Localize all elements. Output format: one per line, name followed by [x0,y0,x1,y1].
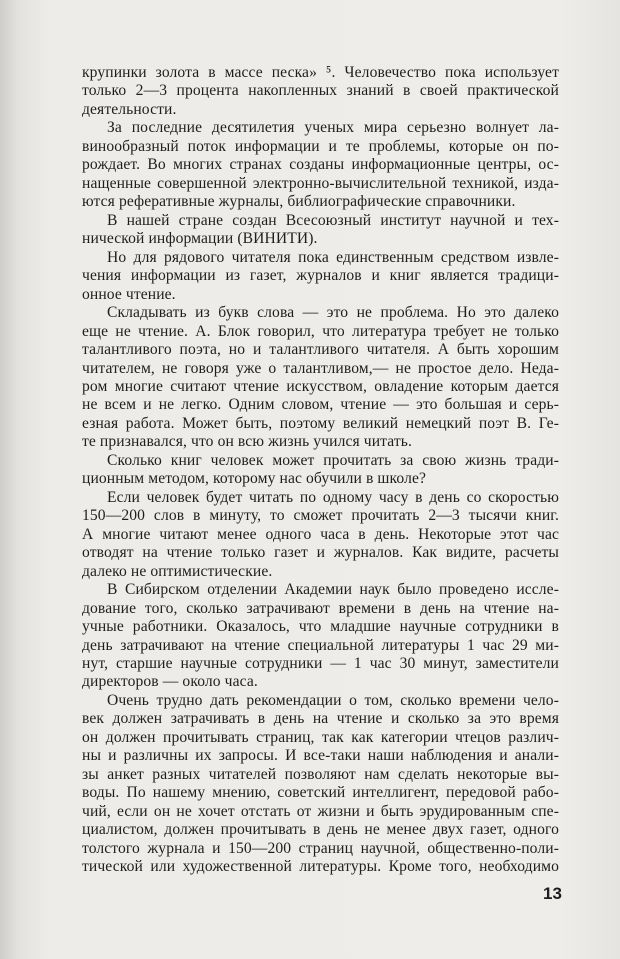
text-line: не всем и не легко. Одним словом, чтение — это большая и серь- [82,396,559,414]
text-line: Сколько книг человек может прочитать за свою жизнь тради- [107,451,559,469]
paragraph [82,212,559,249]
text-line: зы анкет разных читателей позволяют нам сделать некоторые вы- [82,765,559,783]
text-line: рождает. Во многих странах созданы информационные центры, ос- [82,156,559,174]
text-line: директоров — около часа. [82,673,258,691]
paragraph [82,692,559,877]
text-line: Если человек будет читать по одному часу в день со скоростью [107,488,559,506]
text-line: За последние десятилетия ученых мира серьезно волнует ла- [107,119,559,137]
text-line: те признавался, что он всю жизнь учился читать. [82,433,412,451]
text-line: талантливого поэта, но и талантливого читателя. А быть хорошим [82,341,559,359]
text-line: циалистом, должен прочитывать в день не менее двух газет, одного [82,821,559,839]
text-line: век должен затрачивать в день на чтение и сколько за это время [82,710,559,728]
text-line: чения информации из газет, журналов и книг является традици- [82,267,559,285]
paragraph [82,304,559,452]
page-number: 13 [543,884,562,903]
text-line: Очень трудно дать рекомендации о том, сколько времени чело- [107,691,559,709]
text-line: крупинки золота в массе песка» ⁵. Человечество пока использует [82,64,559,81]
text-line: В Сибирском отделении Академии наук было проведено иссле- [107,581,559,599]
text-line: ются реферативные журналы, библиографические справочники. [82,193,516,211]
text-line: винообразный поток информации и те проблемы, которые он по- [82,137,559,155]
text-line: дование того, сколько затрачивают времени в день на чтение на- [82,599,559,617]
text-line: езная работа. Может быть, поэтому великий немецкий поэт В. Ге- [82,414,559,432]
text-line: 150—200 слов в минуту, то сможет прочитать 2—3 тысячи книг. [82,507,559,525]
text-line: тической или художественной литературы. Кроме того, необходимо [82,858,559,876]
text-line: нической информации (ВИНИТИ). [82,230,318,248]
text-line: еще не чтение. А. Блок говорил, что литература требует не только [82,322,559,340]
page-body [82,64,559,877]
text-line: нащенные совершенной электронно-вычислительной техникой, изда- [82,174,559,192]
text-line: он должен прочитывать страниц, так как категории чтецов различ- [82,728,559,746]
text-line: нут, старшие научные сотрудники — 1 час 30 минут, заместители [82,655,559,672]
text-line: далеко не оптимистические. [82,562,273,580]
text-line: толстого журнала и 150—200 страниц научной, общественно-поли- [82,839,559,857]
text-line: отводят на чтение только газет и журналов. Как видите, расчеты [82,544,559,562]
text-line: А многие читают менее одного часа в день. Некоторые этот час [82,525,559,543]
text-line: чий, если он не хочет отстать от жизни и быть эрудированным спе- [82,802,559,820]
text-line: Складывать из букв слова — это не проблема. Но это далеко [107,304,559,322]
paragraph [82,64,559,119]
paragraph [82,489,559,581]
text-line: В нашей стране создан Всесоюзный институт научной и тех- [107,211,559,229]
text-line: ром многие считают чтение искусством, овладение которым дается [82,377,559,395]
text-line: Но для рядового читателя пока единственным средством извле- [107,248,559,266]
paragraph [82,452,559,489]
paragraph [82,249,559,304]
text-line: онное чтение. [82,285,176,303]
text-line: ны и различны их запросы. И все-таки наши наблюдения и анали- [82,747,559,765]
text-line: воды. По нашему мнению, советский интеллигент, передовой рабо- [82,784,559,802]
text-line: деятельности. [82,100,177,118]
text-line: день затрачивают на чтение специальной литературы 1 час 29 ми- [82,636,559,654]
paragraph [82,581,559,692]
text-line: только 2—3 процента накопленных знаний в своей практической [82,82,559,100]
text-line: ционным методом, которому нас обучили в школе? [82,470,427,488]
text-line: читателем, не говоря уже о талантливом,— не простое дело. Неда- [82,359,559,377]
paragraph [82,119,559,211]
text-line: учные работники. Оказалось, что младшие научные сотрудники в [82,618,559,636]
